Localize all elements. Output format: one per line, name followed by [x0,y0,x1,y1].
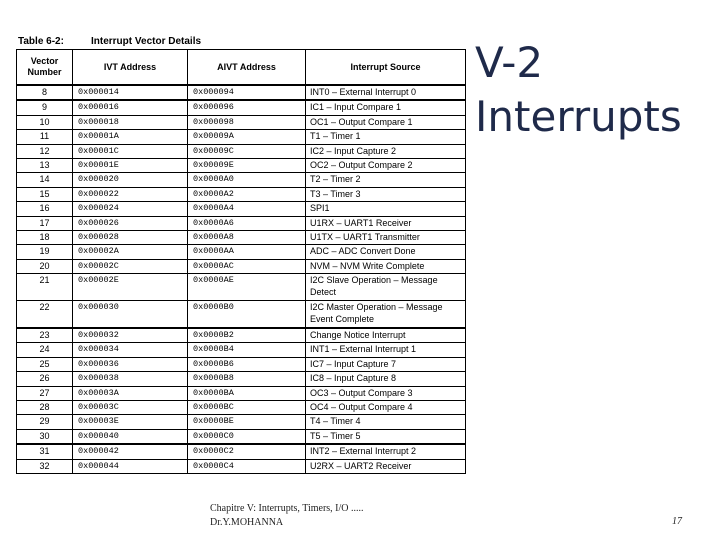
table-caption [18,36,202,47]
cell-ivt-address: 0x000014 [73,85,188,100]
cell-aivt-address: 0x000098 [188,115,306,129]
cell-aivt-address: 0x0000B6 [188,357,306,371]
cell-vector-number: 26 [17,372,73,386]
cell-interrupt-source: OC4 – Output Compare 4 [306,401,466,415]
cell-aivt-address: 0x00009C [188,144,306,158]
cell-interrupt-source: IC8 – Input Capture 8 [306,372,466,386]
cell-ivt-address: 0x000032 [73,328,188,343]
table-row [17,100,466,115]
cell-interrupt-source: T1 – Timer 1 [306,130,466,144]
table-row [17,328,466,343]
cell-interrupt-source: IC2 – Input Capture 2 [306,144,466,158]
footer-chapter: Chapitre V: Interrupts, Timers, I/O ..... [210,503,364,514]
header-vector-number: Vector Number [17,50,73,86]
table-row [17,144,466,158]
cell-vector-number: 29 [17,415,73,429]
interrupt-vector-table [16,49,466,474]
cell-aivt-address: 0x00009E [188,158,306,172]
slide-footer [210,502,364,530]
table-row [17,230,466,244]
cell-vector-number: 11 [17,130,73,144]
cell-vector-number: 32 [17,459,73,473]
cell-ivt-address: 0x000036 [73,357,188,371]
cell-ivt-address: 0x000038 [73,372,188,386]
table-row [17,216,466,230]
table-row [17,130,466,144]
table-title: Interrupt Vector Details [91,36,202,47]
table-row [17,386,466,400]
cell-vector-number: 30 [17,429,73,444]
cell-vector-number: 17 [17,216,73,230]
table-row [17,115,466,129]
cell-ivt-address: 0x00003E [73,415,188,429]
cell-aivt-address: 0x0000A8 [188,230,306,244]
table-row [17,202,466,216]
cell-vector-number: 18 [17,230,73,244]
footer-author: Dr.Y.MOHANNA [210,517,284,528]
cell-ivt-address: 0x00002E [73,274,188,301]
table-row [17,274,466,301]
cell-interrupt-source: T5 – Timer 5 [306,429,466,444]
cell-vector-number: 13 [17,158,73,172]
cell-interrupt-source: IC7 – Input Capture 7 [306,357,466,371]
cell-interrupt-source: U1TX – UART1 Transmitter [306,230,466,244]
cell-vector-number: 9 [17,100,73,115]
cell-aivt-address: 0x0000C2 [188,444,306,459]
cell-interrupt-source: INT1 – External Interrupt 1 [306,343,466,357]
cell-aivt-address: 0x0000B4 [188,343,306,357]
page-number: 17 [672,516,682,527]
table-row [17,429,466,444]
cell-ivt-address: 0x000016 [73,100,188,115]
cell-interrupt-source: IC1 – Input Compare 1 [306,100,466,115]
cell-interrupt-source: I2C Slave Operation – Message Detect [306,274,466,301]
cell-interrupt-source: Change Notice Interrupt [306,328,466,343]
cell-ivt-address: 0x000024 [73,202,188,216]
table-row [17,158,466,172]
table-row [17,301,466,329]
cell-aivt-address: 0x0000A0 [188,173,306,187]
cell-aivt-address: 0x0000AA [188,245,306,259]
cell-interrupt-source: U2RX – UART2 Receiver [306,459,466,473]
cell-ivt-address: 0x00003A [73,386,188,400]
cell-vector-number: 20 [17,259,73,273]
cell-vector-number: 21 [17,274,73,301]
table-header-row [17,50,466,86]
cell-aivt-address: 0x00009A [188,130,306,144]
cell-ivt-address: 0x000028 [73,230,188,244]
slide-title [475,36,682,144]
cell-ivt-address: 0x000030 [73,301,188,329]
cell-aivt-address: 0x0000A6 [188,216,306,230]
cell-aivt-address: 0x0000C4 [188,459,306,473]
cell-vector-number: 24 [17,343,73,357]
table-row [17,357,466,371]
cell-vector-number: 10 [17,115,73,129]
cell-aivt-address: 0x0000B8 [188,372,306,386]
cell-ivt-address: 0x000026 [73,216,188,230]
cell-interrupt-source: OC3 – Output Compare 3 [306,386,466,400]
cell-aivt-address: 0x0000A4 [188,202,306,216]
cell-vector-number: 31 [17,444,73,459]
cell-ivt-address: 0x00001E [73,158,188,172]
table-row [17,444,466,459]
cell-interrupt-source: INT0 – External Interrupt 0 [306,85,466,100]
table-row [17,459,466,473]
cell-ivt-address: 0x00001C [73,144,188,158]
cell-ivt-address: 0x000034 [73,343,188,357]
cell-aivt-address: 0x0000AC [188,259,306,273]
cell-aivt-address: 0x0000A2 [188,187,306,201]
cell-ivt-address: 0x00001A [73,130,188,144]
cell-vector-number: 15 [17,187,73,201]
cell-ivt-address: 0x000040 [73,429,188,444]
cell-ivt-address: 0x00003C [73,401,188,415]
cell-ivt-address: 0x00002A [73,245,188,259]
cell-aivt-address: 0x0000BA [188,386,306,400]
cell-interrupt-source: T3 – Timer 3 [306,187,466,201]
header-interrupt-source: Interrupt Source [306,50,466,86]
cell-aivt-address: 0x0000C0 [188,429,306,444]
cell-interrupt-source: SPI1 [306,202,466,216]
table-row [17,343,466,357]
cell-aivt-address: 0x0000AE [188,274,306,301]
cell-aivt-address: 0x000096 [188,100,306,115]
cell-ivt-address: 0x000022 [73,187,188,201]
title-line-2: Interrupts [475,92,682,141]
cell-interrupt-source: T2 – Timer 2 [306,173,466,187]
cell-interrupt-source: OC2 – Output Compare 2 [306,158,466,172]
table-row [17,245,466,259]
cell-interrupt-source: I2C Master Operation – Message Event Complete [306,301,466,329]
table-row [17,187,466,201]
cell-ivt-address: 0x000042 [73,444,188,459]
cell-vector-number: 28 [17,401,73,415]
cell-aivt-address: 0x000094 [188,85,306,100]
table-row [17,85,466,100]
cell-vector-number: 19 [17,245,73,259]
title-line-1: V-2 [475,38,544,87]
table-body [17,85,466,473]
cell-interrupt-source: OC1 – Output Compare 1 [306,115,466,129]
header-ivt-address: IVT Address [73,50,188,86]
table-row [17,415,466,429]
table-label: Table 6-2: [18,36,64,47]
cell-aivt-address: 0x0000BC [188,401,306,415]
cell-aivt-address: 0x0000B2 [188,328,306,343]
cell-vector-number: 12 [17,144,73,158]
cell-aivt-address: 0x0000B0 [188,301,306,329]
cell-interrupt-source: NVM – NVM Write Complete [306,259,466,273]
cell-vector-number: 23 [17,328,73,343]
interrupt-vector-table-figure [16,30,465,492]
cell-ivt-address: 0x00002C [73,259,188,273]
table-row [17,259,466,273]
cell-aivt-address: 0x0000BE [188,415,306,429]
cell-vector-number: 16 [17,202,73,216]
cell-interrupt-source: T4 – Timer 4 [306,415,466,429]
header-aivt-address: AIVT Address [188,50,306,86]
table-row [17,372,466,386]
cell-vector-number: 22 [17,301,73,329]
cell-ivt-address: 0x000018 [73,115,188,129]
cell-interrupt-source: ADC – ADC Convert Done [306,245,466,259]
cell-vector-number: 8 [17,85,73,100]
cell-interrupt-source: INT2 – External Interrupt 2 [306,444,466,459]
cell-interrupt-source: U1RX – UART1 Receiver [306,216,466,230]
cell-vector-number: 25 [17,357,73,371]
cell-vector-number: 27 [17,386,73,400]
cell-vector-number: 14 [17,173,73,187]
cell-ivt-address: 0x000020 [73,173,188,187]
table-row [17,173,466,187]
cell-ivt-address: 0x000044 [73,459,188,473]
table-row [17,401,466,415]
